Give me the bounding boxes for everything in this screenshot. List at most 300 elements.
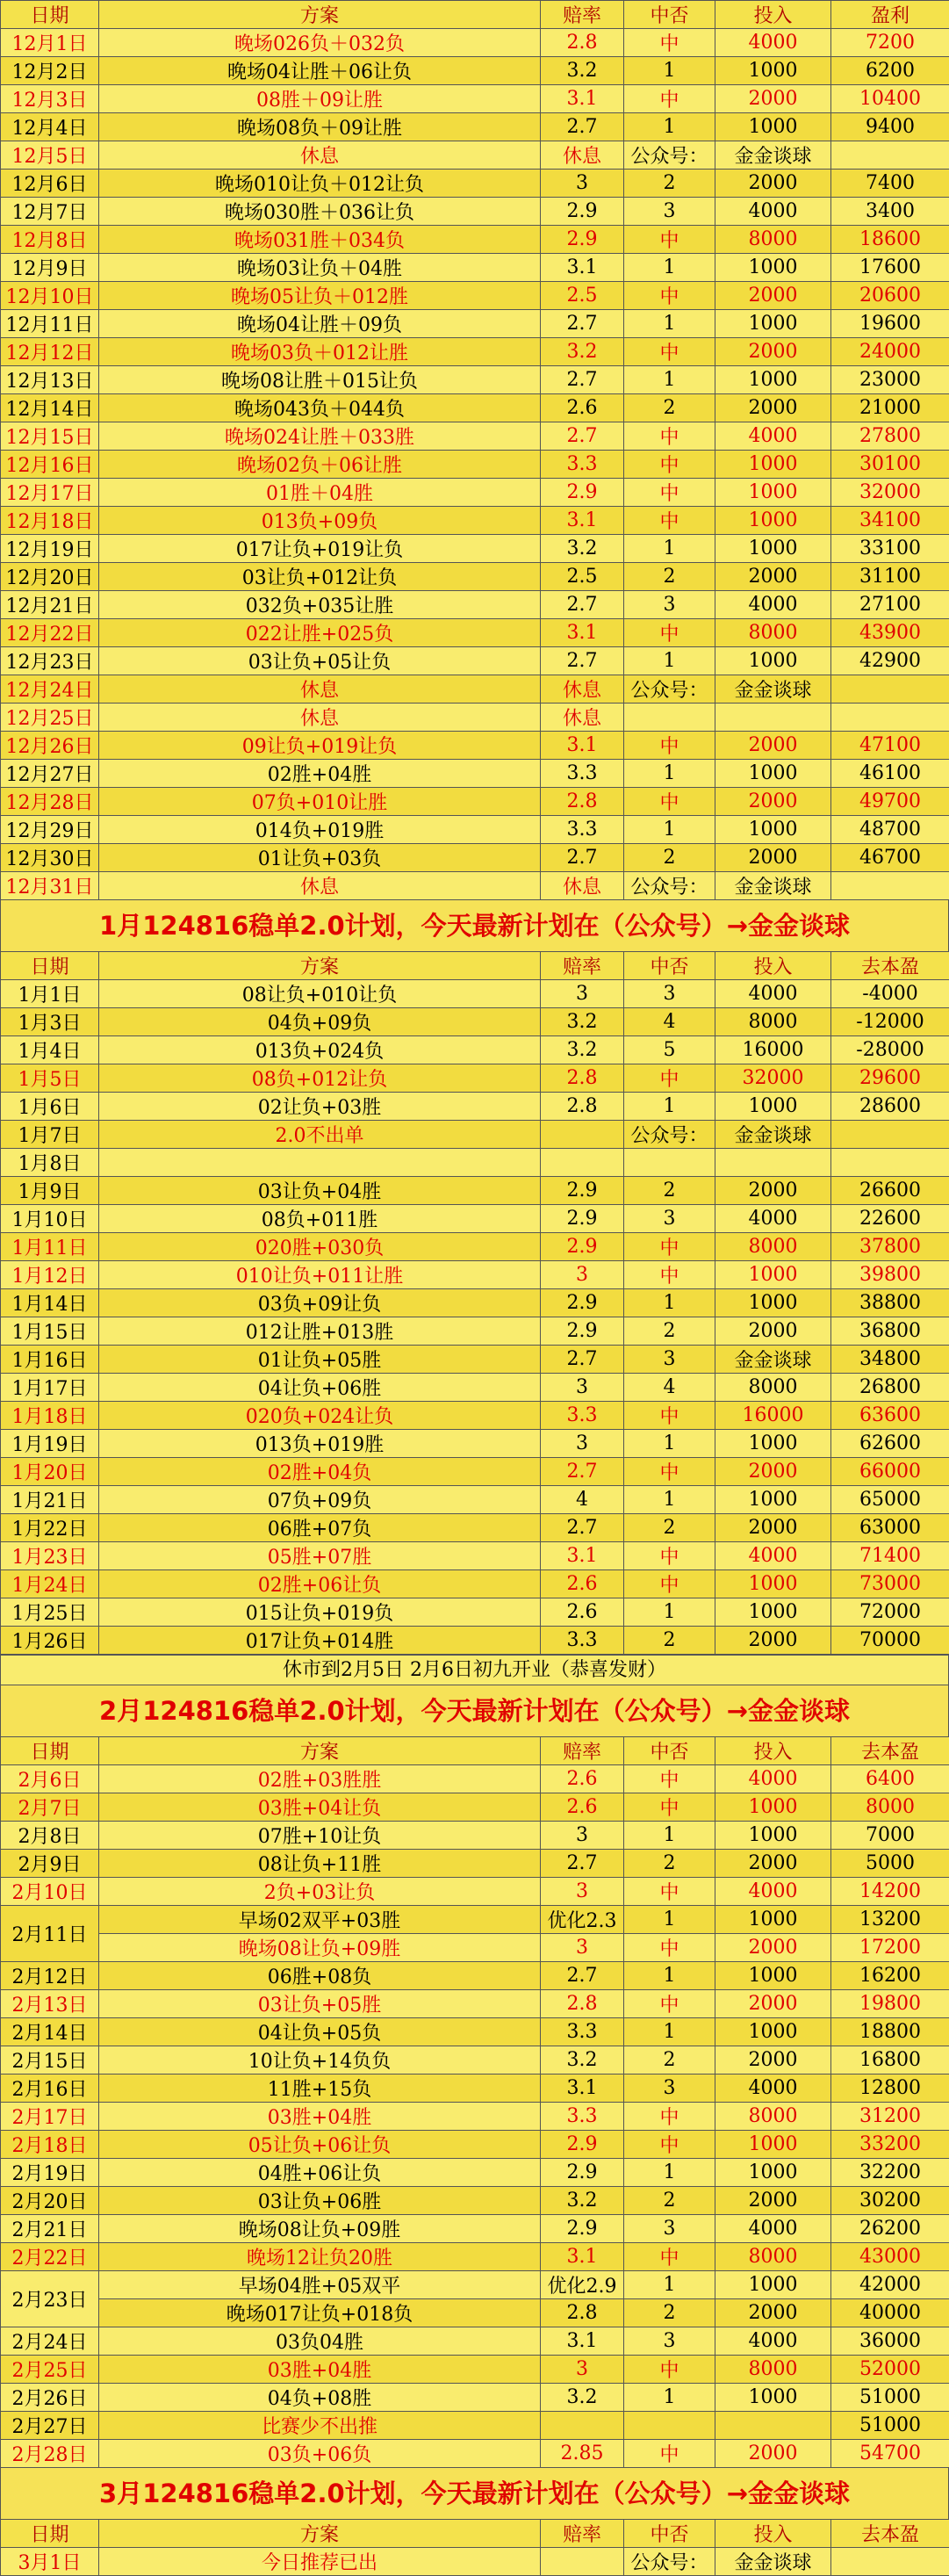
column-header-date: 日期 [1,1737,99,1765]
cell-plan: 2负+03让负 [99,1878,541,1906]
cell-plan: 014负+019胜 [99,816,541,844]
cell-profit: 26600 [831,1177,949,1205]
cell-stake: 4000 [715,2215,831,2243]
cell-date: 1月21日 [1,1486,99,1514]
cell-plan: 早场02双平+03胜 [99,1906,541,1934]
table-row [1,310,949,338]
holiday-notice: 休市到2月5日 2月6日初九开业（恭喜发财） [0,1655,949,1685]
cell-hit: 中 [624,619,715,647]
cell-hit: 2 [624,1850,715,1878]
cell-plan: 08让负+010让负 [99,980,541,1008]
cell-profit: 47100 [831,732,949,760]
cell-date: 1月4日 [1,1036,99,1064]
cell-date: 12月1日 [1,29,99,57]
cell-odds: 2.9 [541,2215,624,2243]
cell-date: 12月28日 [1,788,99,816]
cell-profit: 40000 [831,2299,949,2327]
cell-date: 2月12日 [1,1962,99,1990]
cell-date: 12月14日 [1,394,99,422]
table-row [1,1627,949,1655]
cell-profit: 36000 [831,2327,949,2356]
column-header-stake: 投入 [715,1,831,29]
cell-stake: 1000 [715,1093,831,1121]
cell-odds: 3.1 [541,2075,624,2103]
cell-profit: 43900 [831,619,949,647]
cell-odds: 优化2.3 [541,1906,624,1934]
cell-hit [624,704,715,732]
cell-profit: 73000 [831,1570,949,1598]
cell-odds: 2.7 [541,113,624,141]
cell-date: 12月5日 [1,141,99,170]
table-row [1,2018,949,2046]
cell-profit: 63000 [831,1514,949,1542]
cell-odds: 3 [541,1934,624,1962]
cell-profit: 66000 [831,1458,949,1486]
cell-plan: 晚场08负＋09让胜 [99,113,541,141]
cell-odds: 2.6 [541,1793,624,1822]
cell-odds: 2.9 [541,2131,624,2159]
cell-hit: 1 [624,1598,715,1627]
cell-plan: 晚场024让胜＋033胜 [99,422,541,451]
cell-odds: 3.3 [541,451,624,479]
cell-date: 1月15日 [1,1317,99,1346]
cell-odds [541,1149,624,1177]
cell-date: 3月1日 [1,2548,99,2576]
table-row [1,732,949,760]
cell-profit: 21000 [831,394,949,422]
column-header-hit: 中否 [624,952,715,980]
cell-plan: 今日推荐已出 [99,2548,541,2576]
table-row [1,422,949,451]
table-row [1,2159,949,2187]
cell-hit: 1 [624,1093,715,1121]
cell-profit: 5000 [831,1850,949,1878]
cell-plan: 01让负+03负 [99,844,541,872]
banner-january: 1月124816稳单2.0计划，今天最新计划在（公众号）→金金谈球 [0,900,949,951]
cell-date: 12月7日 [1,198,99,226]
cell-hit: 中 [624,1878,715,1906]
cell-plan: 07负+09负 [99,1486,541,1514]
cell-date: 12月29日 [1,816,99,844]
cell-hit: 公众号： [624,872,715,900]
cell-stake: 8000 [715,2243,831,2271]
cell-odds [541,2412,624,2440]
cell-profit [831,141,949,170]
table-row [1,254,949,282]
cell-profit [831,872,949,900]
cell-stake: 2000 [715,282,831,310]
cell-date: 2月19日 [1,2159,99,2187]
cell-date: 2月27日 [1,2412,99,2440]
table-row [1,366,949,394]
table-row [1,2215,949,2243]
cell-odds: 3.2 [541,1036,624,1064]
column-header-plan: 方案 [99,2520,541,2548]
cell-profit: 46700 [831,844,949,872]
cell-stake: 1000 [715,2384,831,2412]
cell-odds: 3 [541,1878,624,1906]
cell-date: 2月16日 [1,2075,99,2103]
cell-hit: 1 [624,1906,715,1934]
table-row [1,872,949,900]
cell-odds: 3.3 [541,816,624,844]
table-row [1,1962,949,1990]
cell-hit: 中 [624,85,715,113]
cell-hit [624,2412,715,2440]
cell-profit: 8000 [831,1793,949,1822]
cell-plan: 02胜+04负 [99,1458,541,1486]
cell-profit: 26800 [831,1374,949,1402]
cell-odds: 2.7 [541,310,624,338]
table-row [1,1261,949,1289]
cell-profit: 48700 [831,816,949,844]
cell-odds: 2.9 [541,1205,624,1233]
cell-date: 2月25日 [1,2356,99,2384]
table-row [1,1064,949,1093]
table-row [1,2356,949,2384]
cell-stake: 1000 [715,816,831,844]
cell-date: 1月7日 [1,1121,99,1149]
table-row [1,1934,949,1962]
cell-odds: 3 [541,1430,624,1458]
cell-odds: 2.6 [541,1598,624,1627]
cell-stake: 1000 [715,2271,831,2299]
cell-profit: 23000 [831,366,949,394]
cell-profit: 54700 [831,2440,949,2468]
table-row [1,1570,949,1598]
table-row [1,479,949,507]
cell-stake: 1000 [715,2159,831,2187]
cell-hit: 1 [624,254,715,282]
cell-profit: 31200 [831,2103,949,2131]
table-row [1,1177,949,1205]
cell-hit: 1 [624,760,715,788]
cell-date: 2月20日 [1,2187,99,2215]
cell-hit: 中 [624,1765,715,1793]
cell-stake: 2000 [715,1458,831,1486]
cell-plan: 08让负+11胜 [99,1850,541,1878]
cell-date: 12月18日 [1,507,99,535]
column-header-profit: 去本盈 [831,2520,949,2548]
cell-plan: 晚场030胜＋036让负 [99,198,541,226]
cell-stake: 4000 [715,1765,831,1793]
cell-hit: 1 [624,57,715,85]
table-row [1,2103,949,2131]
cell-stake: 金金谈球 [715,1121,831,1149]
cell-hit: 1 [624,816,715,844]
cell-odds: 2.5 [541,282,624,310]
cell-odds: 休息 [541,872,624,900]
cell-odds: 3 [541,1261,624,1289]
table-row [1,198,949,226]
cell-odds: 2.7 [541,647,624,675]
cell-date: 12月2日 [1,57,99,85]
cell-date: 2月17日 [1,2103,99,2131]
cell-stake: 1000 [715,1962,831,1990]
cell-odds: 2.9 [541,1177,624,1205]
cell-plan: 02胜+04胜 [99,760,541,788]
cell-plan: 晚场02负＋06让胜 [99,451,541,479]
cell-plan: 休息 [99,675,541,704]
cell-hit: 2 [624,2299,715,2327]
cell-date: 12月31日 [1,872,99,900]
cell-date: 12月15日 [1,422,99,451]
table-row [1,2075,949,2103]
table-row [1,1598,949,1627]
cell-hit: 1 [624,2018,715,2046]
cell-hit: 1 [624,113,715,141]
cell-odds: 休息 [541,675,624,704]
cell-hit: 中 [624,1570,715,1598]
cell-hit: 3 [624,1205,715,1233]
cell-plan: 03让负+05胜 [99,1990,541,2018]
cell-hit: 公众号： [624,141,715,170]
cell-hit: 中 [624,2243,715,2271]
cell-date: 1月12日 [1,1261,99,1289]
cell-stake: 1000 [715,647,831,675]
table-row [1,1906,949,1934]
cell-plan: 03负+06负 [99,2440,541,2468]
cell-odds: 休息 [541,704,624,732]
cell-profit: 46100 [831,760,949,788]
cell-plan: 休息 [99,141,541,170]
cell-date: 12月24日 [1,675,99,704]
cell-profit: 71400 [831,1542,949,1570]
cell-profit: 14200 [831,1878,949,1906]
cell-plan: 晚场03让负＋04胜 [99,254,541,282]
cell-date: 2月15日 [1,2046,99,2075]
cell-odds: 2.6 [541,1570,624,1598]
cell-hit: 2 [624,1177,715,1205]
cell-odds: 3.1 [541,1542,624,1570]
cell-hit: 1 [624,1822,715,1850]
cell-hit: 1 [624,1486,715,1514]
cell-hit: 2 [624,563,715,591]
header-row [1,952,949,980]
cell-stake: 金金谈球 [715,675,831,704]
cell-odds: 2.9 [541,1317,624,1346]
table-row [1,2131,949,2159]
table-row [1,282,949,310]
table-row [1,844,949,872]
table-row [1,1486,949,1514]
table-row [1,591,949,619]
cell-date: 1月26日 [1,1627,99,1655]
cell-plan: 03让负+04胜 [99,1177,541,1205]
table-row [1,338,949,366]
cell-profit: 36800 [831,1317,949,1346]
banner-march: 3月124816稳单2.0计划，今天最新计划在（公众号）→金金谈球 [0,2468,949,2519]
table-row [1,1036,949,1064]
cell-hit: 1 [624,535,715,563]
cell-date: 2月11日 [1,1906,99,1962]
cell-hit: 1 [624,1289,715,1317]
cell-date: 1月17日 [1,1374,99,1402]
cell-plan: 晚场043负＋044负 [99,394,541,422]
cell-date: 12月11日 [1,310,99,338]
cell-plan: 012让胜+013胜 [99,1317,541,1346]
cell-plan: 晚场03负＋012让胜 [99,338,541,366]
cell-profit: 27800 [831,422,949,451]
cell-plan: 02胜+06让负 [99,1570,541,1598]
cell-date: 12月12日 [1,338,99,366]
cell-hit: 3 [624,591,715,619]
cell-hit: 4 [624,1008,715,1036]
cell-stake: 2000 [715,788,831,816]
cell-plan: 05胜+07胜 [99,1542,541,1570]
cell-odds: 3.3 [541,1402,624,1430]
cell-profit: 28600 [831,1093,949,1121]
cell-date: 12月13日 [1,366,99,394]
cell-profit: 30200 [831,2187,949,2215]
cell-plan: 2.0不出单 [99,1121,541,1149]
cell-stake: 2000 [715,1514,831,1542]
cell-profit: 10400 [831,85,949,113]
cell-stake: 2000 [715,1627,831,1655]
cell-stake: 1000 [715,479,831,507]
table-row [1,1990,949,2018]
cell-profit: 29600 [831,1064,949,1093]
cell-odds: 3.2 [541,57,624,85]
cell-odds: 2.7 [541,366,624,394]
cell-plan: 013负+09负 [99,507,541,535]
table-row [1,1458,949,1486]
cell-plan: 早场04胜+05双平 [99,2271,541,2299]
cell-plan: 晚场05让负＋012胜 [99,282,541,310]
cell-date: 12月26日 [1,732,99,760]
cell-profit: 30100 [831,451,949,479]
cell-hit: 2 [624,1627,715,1655]
cell-profit: 12800 [831,2075,949,2103]
cell-date: 2月10日 [1,1878,99,1906]
cell-plan: 020负+024让负 [99,1402,541,1430]
cell-odds: 2.9 [541,198,624,226]
cell-plan: 比赛少不出推 [99,2412,541,2440]
table-row [1,2187,949,2215]
cell-stake: 1000 [715,1598,831,1627]
cell-odds: 2.6 [541,394,624,422]
column-header-odds: 赔率 [541,1,624,29]
table-row [1,1402,949,1430]
table-row [1,57,949,85]
cell-odds: 2.7 [541,1962,624,1990]
cell-profit: 31100 [831,563,949,591]
cell-date: 12月21日 [1,591,99,619]
cell-odds: 2.7 [541,844,624,872]
table-row [1,816,949,844]
cell-stake: 8000 [715,1008,831,1036]
table-row [1,2299,949,2327]
cell-stake: 2000 [715,732,831,760]
table-row [1,2271,949,2299]
cell-profit: 33100 [831,535,949,563]
cell-stake [715,704,831,732]
cell-date: 12月19日 [1,535,99,563]
cell-hit: 中 [624,1233,715,1261]
cell-profit: 7400 [831,170,949,198]
cell-plan: 晚场08让负+09胜 [99,1934,541,1962]
cell-date: 12月6日 [1,170,99,198]
cell-plan: 10让负+14负负 [99,2046,541,2075]
cell-profit: 18600 [831,226,949,254]
column-header-stake: 投入 [715,952,831,980]
table-row [1,1093,949,1121]
cell-odds: 2.7 [541,591,624,619]
cell-odds: 2.7 [541,1850,624,1878]
column-header-stake: 投入 [715,1737,831,1765]
cell-plan: 07胜+10让负 [99,1822,541,1850]
cell-profit: -12000 [831,1008,949,1036]
cell-stake: 16000 [715,1036,831,1064]
cell-plan: 晚场04让胜＋09负 [99,310,541,338]
cell-profit: 3400 [831,198,949,226]
cell-stake: 1000 [715,1822,831,1850]
cell-profit: 22600 [831,1205,949,1233]
cell-stake: 1000 [715,113,831,141]
cell-hit: 中 [624,2356,715,2384]
cell-date: 2月8日 [1,1822,99,1850]
cell-date: 12月9日 [1,254,99,282]
cell-stake: 4000 [715,1542,831,1570]
table-row [1,1205,949,1233]
cell-hit: 2 [624,170,715,198]
cell-profit: 62600 [831,1430,949,1458]
cell-hit: 3 [624,2215,715,2243]
cell-stake: 1000 [715,254,831,282]
cell-odds: 2.85 [541,2440,624,2468]
cell-date: 12月30日 [1,844,99,872]
cell-stake: 1000 [715,1906,831,1934]
header-row [1,2520,949,2548]
cell-hit: 中 [624,732,715,760]
cell-odds: 2.9 [541,1233,624,1261]
cell-date: 1月25日 [1,1598,99,1627]
cell-profit: 49700 [831,788,949,816]
cell-stake: 4000 [715,1878,831,1906]
cell-profit: -4000 [831,980,949,1008]
cell-profit: 43000 [831,2243,949,2271]
cell-date: 1月14日 [1,1289,99,1317]
cell-stake: 1000 [715,451,831,479]
cell-plan: 晚场08让负+09胜 [99,2215,541,2243]
cell-plan: 08负+012让负 [99,1064,541,1093]
table-row [1,1121,949,1149]
cell-stake: 2000 [715,338,831,366]
cell-hit: 2 [624,2187,715,2215]
cell-profit: 17200 [831,1934,949,1962]
cell-hit: 3 [624,2327,715,2356]
cell-plan: 晚场031胜＋034负 [99,226,541,254]
cell-hit: 公众号： [624,675,715,704]
cell-date: 1月19日 [1,1430,99,1458]
table-row [1,2548,949,2576]
cell-plan: 017让负+014胜 [99,1627,541,1655]
cell-stake: 2000 [715,85,831,113]
cell-odds: 2.8 [541,788,624,816]
cell-date: 2月18日 [1,2131,99,2159]
table-row [1,1233,949,1261]
cell-odds: 3.1 [541,732,624,760]
cell-profit: 17600 [831,254,949,282]
cell-stake: 2000 [715,1850,831,1878]
cell-odds: 3.3 [541,2103,624,2131]
cell-profit: 6400 [831,1765,949,1793]
cell-date: 12月8日 [1,226,99,254]
cell-stake: 1000 [715,2131,831,2159]
cell-date: 12月20日 [1,563,99,591]
table-row [1,1793,949,1822]
cell-date: 1月9日 [1,1177,99,1205]
